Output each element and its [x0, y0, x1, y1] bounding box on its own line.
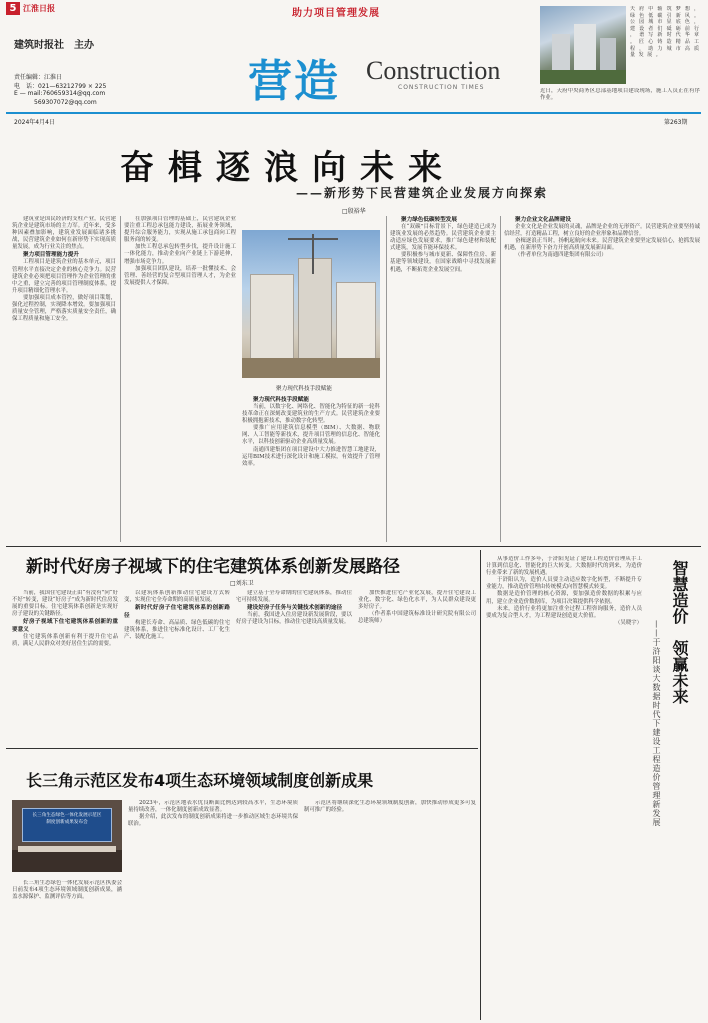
issue-date: 2024年4月4日: [14, 119, 55, 126]
publisher-line: 建筑时报社 主办: [14, 40, 94, 51]
brand-logo-en: Construction: [366, 56, 501, 85]
issue-number: 第263期: [664, 119, 688, 126]
brand-logo-en-sub: CONSTRUCTION TIMES: [398, 84, 485, 91]
article2-column-1: 当前，我国住宅建设正由“有没有”向“好不好”转变，建设“好房子”成为新时代住房发展的重要目标。住宅建筑体系创新是实现好房子建设的关键路径。 好房子视域下住宅建筑体系创新的重要意义 住宅建筑体系创新有利于提升住宅品质，满足人民群众对美好居住生活的需要。: [12, 590, 118, 648]
article2-author: □刘东卫: [230, 580, 254, 587]
phone-line: 电 话：021—63212799 × 225: [14, 83, 107, 90]
email-line-2: 569307072@qq.com: [34, 99, 97, 106]
editor-line: 责任编辑：江淮日: [14, 74, 63, 81]
sidebar-title: 智慧造价 领赢未来: [670, 560, 689, 704]
section-title: 助力项目管理发展: [292, 8, 380, 19]
lead-title: 奋楫逐浪向未来: [120, 148, 456, 188]
lead-bottom-rule: [6, 546, 701, 547]
lead-photo: [242, 230, 380, 378]
lead-column-5: 聚力企业文化品牌建设 企业文化是企业发展的灵魂，品牌是企业的无形资产。民营建筑企业要坚持诚信经营，打造精品工程，树立良好的企业形象和品牌信誉。 奋楫逐浪正当时，扬帆起航向未来。民营建筑企业要坚定发展信心，抢抓发展机遇，在新形势下奋力开创高质量发展新局面。 （作者单位为南通四建集团有限公司）: [504, 217, 700, 259]
article2-column-4: 加快推进住宅产业化发展，提升住宅建设工业化、数字化、绿色化水平，为人民群众建设更多好房子。 （作者系中国建筑标准设计研究院有限公司总建筑师）: [358, 590, 476, 625]
lead-column-2: 在加强项目管理的基础上，民营建筑企业要注重工程总承包能力建设，拓展业务领域，提升综合服务能力，实现从施工承包商向工程服务商的转变。 加快工程总承包转型步伐，提升设计施工一体化能力，推动企业向产业链上下游延伸，增强市场竞争力。 加强项目团队建设，培养一批懂技术、会管理、善经营的复合型项目管理人才，为企业发展提供人才保障。: [124, 216, 236, 286]
lead-photo-caption: 聚力现代科技手段赋能: [276, 386, 332, 392]
lead-column-3: 聚力现代科技手段赋能 当前，以数字化、网络化、智能化为特征的新一轮科技革命正在深刻改变建筑业的生产方式。民营建筑企业要积极拥抱新技术，推动数字化转型。 要推广应用建筑信息模型（BIM）、大数据、物联网、人工智能等新技术，提升项目管理的信息化、智能化水平，以科技创新驱动企业高质量发展。 南通四建集团在项目建设中大力推进智慧工地建设，运用BIM技术进行深化设计和施工模拟，有效提升了管理效率。: [242, 397, 380, 467]
lead-column-4: 聚力绿色低碳转型发展 在“双碳”目标背景下，绿色建造已成为建筑业发展的必然趋势。民营建筑企业要主动适应绿色发展要求，推广绿色建材和装配式建筑，发展节能环保技术。 要积极参与城市更新、保障性住房、新基建等领域建设，在国家战略中寻找发展新机遇，不断拓宽企业发展空间。: [390, 217, 496, 273]
sidebar-subtitle: ——于浒阳谈大数据时代下建设工程造价管理新发展: [652, 620, 661, 827]
top-right-caption: 近日，天府中央商务区总部基地项目建设现场，施工人员正在有序作业。: [540, 88, 700, 102]
lead-subtitle: ——新形势下民营建筑企业发展方向探索: [296, 186, 549, 200]
page-number: 5: [6, 2, 20, 15]
article3-column-3: 示范区将继续深化生态环境领域制度创新，加快推动形成更多可复制可推广的经验。: [304, 800, 476, 814]
lead-author: □殷裕华: [342, 208, 366, 215]
article3-title: 长三角示范区发布4项生态环境领域制度创新成果: [26, 771, 374, 790]
article2-column-3: 建立基于全寿命期的住宅建筑体系，推动住宅可持续发展。 建设好房子任务与关键技术创新的途径 当前，我国进入住房建设新发展阶段，要以好房子建设为目标，推动住宅建设高质量发展。: [236, 590, 352, 626]
article3-column-2: 2023年，示范区地表水优良断面比例达到较高水平，生态环境质量持续改善，一体化制度创新成效显著。 据介绍，此次发布的制度创新成果将进一步推动区域生态环境共保联治。: [128, 800, 298, 828]
sidebar-body: 从事造价工作多年，于浒阳见证了建设工程造价管理从手工计算到信息化、智能化的巨大转变。大数据时代的到来，为造价行业带来了新的发展机遇。 于浒阳认为，造价人员要主动适应数字化转型，不断提升专业能力，推动造价管理由传统模式向智慧模式转变。 数据是造价管理的核心资源，要加强造价数据的积累与应用，建立企业造价数据库，为项目决策提供科学依据。 未来，造价行业将更加注重全过程工程咨询服务，造价人员要成为复合型人才，为工程建设创造更大价值。 （吴晓宇）: [486, 556, 642, 626]
lead-column-1: 建筑业是国民经济的支柱产业，民营建筑企业是建筑市场的主力军。近年来，受多种因素叠加影响，建筑业发展面临诸多挑战，民营建筑企业如何在新形势下实现高质量发展，成为行业关注的焦点。 聚力项目管理能力提升 工程项目是建筑企业的基本单元，项目管理水平直接决定企业的核心竞争力。民营建筑企业必须把项目管理作为企业管理的重中之重，建立完善的项目管理制度体系，提升项目精细化管理水平。 要加强项目成本管控，做好项目策划，强化过程控制，实现降本增效。要加强项目质量安全管理，严格落实质量安全责任，确保工程质量和施工安全。: [12, 216, 116, 323]
top-right-poem: 天 府 中 轴 筑 梦 想 ， 绿 色 低 碳 引 新 风 。 公 园 城 市 显 底 色 ， 建 设 者 们 砥 砺 前 行 ， 谱 写 新 时 代 华 章 。 匠 心 铸 造 精 品 工 程 ， 助 力 城 市 高 质 量 发 展 。: [630, 6, 700, 59]
article3-photo: [12, 800, 122, 872]
brand-logo-cn: 营造: [248, 56, 340, 107]
paper-logo: 江淮日报: [23, 3, 55, 13]
article2-bottom-rule: [6, 748, 478, 749]
article2-column-2: 以建筑体系创新推动住宅建设方式转变，实现住宅全寿命期的高质量发展。 新时代好房子住宅建筑体系的创新路径 构建长寿命、高品质、绿色低碳的住宅建筑体系，推进住宅标准化设计、工厂化生产、装配化施工。: [124, 590, 230, 641]
article3-photo-screen: 长三角生态绿色一体化发展示范区 制度创新成果发布会: [32, 813, 102, 825]
top-right-photo: [540, 6, 626, 84]
article3-column-1: 长三角生态绿色一体化发展示范区执委会日前发布4项生态环境领域制度创新成果，涵盖水源保护、监测评估等方面。: [12, 880, 122, 901]
article2-title: 新时代好房子视域下的住宅建筑体系创新发展路径: [26, 557, 400, 577]
email-line: E — mail:760659314@qq.com: [14, 90, 106, 97]
masthead-rule: [6, 112, 701, 114]
